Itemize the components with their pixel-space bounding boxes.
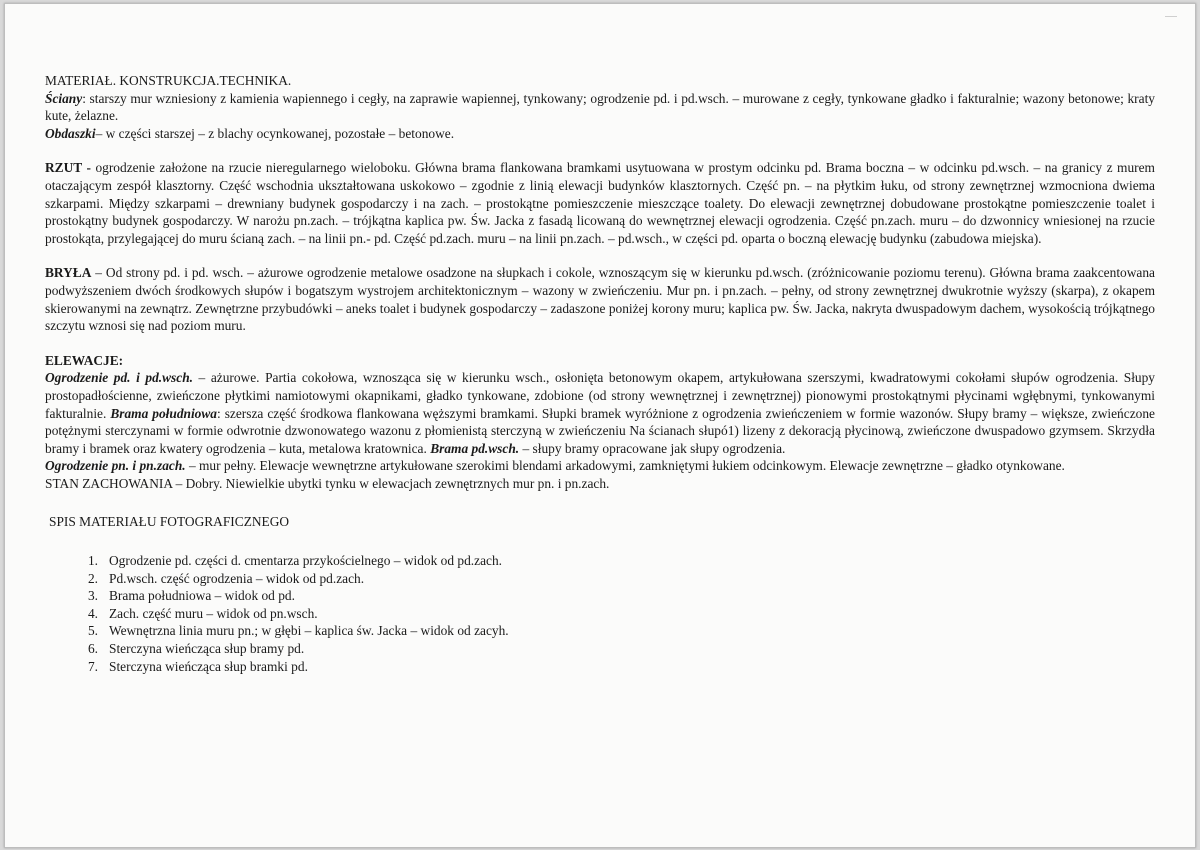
list-item (73, 640, 1183, 658)
fence-north-text: – mur pełny. Elewacje wewnętrzne artykułowane szerokimi blendami arkadowymi, zamkniętymi łukiem odcinkowym. Elewacje zewnętrzne – gładko otynkowane. (185, 458, 1065, 474)
plan-label: RZUT - (45, 160, 91, 176)
copings-text: – w części starszej – z blachy ocynkowanej, pozostałe – betonowe. (95, 125, 455, 141)
list-item-number: 7. (87, 658, 98, 674)
gate-southeast-label: Brama pd.wsch. (430, 440, 520, 456)
photo-list-title: SPIS MATERIAŁU FOTOGRAFICZNEGO (49, 514, 290, 530)
elevations-section-title: ELEWACJE: (45, 352, 124, 368)
list-item-number: 5. (87, 623, 98, 639)
list-item-text: Zach. część muru – widok od pn.wsch. (109, 605, 318, 621)
scan-edge-mark (1165, 16, 1177, 25)
list-item (73, 570, 1183, 588)
condition-paragraph: STAN ZACHOWANIA – Dobry. Niewielkie ubytki tynku w elewacjach zewnętrznych mur pn. i pn.zach. (45, 475, 610, 491)
walls-text: : starszy mur wzniesiony z kamienia wapiennego i cegły, na zaprawie wapiennej, tynkowany; ogrodzenie pd. i pd.wsch. – murowane z cegły, tynkowane gładko i fakturalnie; wazony betonowe; kraty kute, żelazne. (45, 90, 1155, 124)
list-item-text: Sterczyna wieńcząca słup bramki pd. (109, 658, 308, 674)
copings-paragraph (45, 125, 1155, 143)
gate-south-label: Brama południowa (110, 405, 217, 421)
list-item (73, 622, 1183, 640)
fence-south-text: – ażurowe. Partia cokołowa, wznosząca się w kierunku wsch., osłonięta betonowym okapem, artykułowana szerszymi, kwadratowymi cokołami słupów ogrodzenia. Słupy prostopadłościenne, zwieńczone płytkimi namiotowymi okapnikami, gładko tynkowane, zdobione (od strony wewnętrznej i zewnętrznej) pionowymi prostokątnymi płycinami wgłębnymi, tynkowanymi fakturalnie. (45, 370, 1155, 421)
document-body (45, 72, 1155, 675)
list-item-number: 2. (87, 570, 98, 586)
mass-text: – Od strony pd. i pd. wsch. – ażurowe ogrodzenie metalowe osadzone na słupkach i cokole, wznoszącym się w kierunku pd.wsch. (zróżnicowanie poziomu terenu). Główna brama zaakcentowana podwyższeniem dwóch środkowych słupów i bogatszym wystrojem architektonicznym – wazony w zwieńczeniu. Mur pn. i pn.zach. – pełny, od strony zewnętrznej dwukrotnie wyższy (skarpa), z okapem skierowanymi na zewnątrz. Zewnętrzne przybudówki – aneks toalet i budynek gospodarczy – zadaszone poniżej korony muru; kaplica pw. Św. Jacka, nakryta dwuspadowym dachem, wysokością trójkątnego szczytu wznosi się nad poziom muru. (45, 265, 1155, 334)
photo-list (73, 552, 1183, 675)
list-item-text: Brama południowa – widok od pd. (109, 588, 295, 604)
fence-north-paragraph (45, 457, 1155, 475)
fence-south-paragraph (45, 369, 1155, 457)
list-item-text: Wewnętrzna linia muru pn.; w głębi – kaplica św. Jacka – widok od zacyh. (109, 623, 509, 639)
list-item-text: Sterczyna wieńcząca słup bramy pd. (109, 641, 305, 657)
copings-label: Obdaszki (45, 125, 96, 141)
mass-label: BRYŁA (45, 265, 92, 281)
list-item-text: Ogrodzenie pd. części d. cmentarza przykościelnego – widok od pd.zach. (109, 553, 503, 569)
list-item (73, 605, 1183, 623)
list-item (73, 658, 1183, 676)
gate-southeast-text: – słupy bramy opracowane jak słupy ogrodzenia. (519, 440, 786, 456)
list-item (73, 552, 1183, 570)
walls-label: Ściany (45, 90, 83, 106)
list-item-number: 4. (87, 605, 98, 621)
fence-north-label: Ogrodzenie pn. i pn.zach. (45, 458, 186, 474)
list-item (73, 587, 1183, 605)
fence-south-label: Ogrodzenie pd. i pd.wsch. (45, 370, 193, 386)
list-item-text: Pd.wsch. część ogrodzenia – widok od pd.zach. (109, 570, 365, 586)
list-item-number: 6. (87, 641, 98, 657)
gate-south-text: : szersza część środkowa flankowana węższymi bramkami. Słupki bramek wyróżnione z ogrodzenia zwieńczeniem w formie wazonów. Słupy bramy – większe, zwieńczone potężnymi sterczynami w formie odwrotnie dzwonowatego wazonu z płomienistą sterczyną w zwieńczeniu Na ścianach słupó1) lizeny z dekoracją płycinową, zwieńczone dwuspadowo gzymsem. Skrzydła bramy i bramek oraz kwatery ogrodzenia – kuta, metalowa kratownica. (45, 405, 1155, 456)
material-section-title: MATERIAŁ. KONSTRUKCJA.TECHNIKA. (45, 73, 292, 88)
plan-paragraph (45, 159, 1155, 247)
document-page (4, 3, 1196, 848)
mass-paragraph (45, 264, 1155, 334)
list-item-number: 1. (87, 553, 98, 569)
walls-paragraph (45, 90, 1155, 125)
list-item-number: 3. (87, 588, 98, 604)
plan-text: ogrodzenie założone na rzucie nieregularnego wieloboku. Główna brama flankowana bramkami usytuowana w prostym odcinku pd. Brama boczna – w odcinku pd.wsch. – na granicy z murem otaczającym zespół klasztorny. Część wschodnia ukształtowana uskokowo – zgodnie z linią elewacji budynków klasztornych. Część pn. – na płytkim łuku, od strony zewnętrznej wzmocniona dwiema szkarpami. Między szkarpami – drewniany budynek gospodarczy i na zach. – prostokątne pomieszczenie mieszczące toalety. Do elewacji zewnętrznej dobudowane prostokątne pomieszczenie toalet i prostokątny budynek gospodarczy. W narożu pn.zach. – trójkątna kaplica pw. Św. Jacka z fasadą licowaną do wewnętrznej elewacji ogrodzenia. Część pn.zach. muru – do dzwonnicy wniesionej na rzucie prostokąta, przylegającej do muru ścianą zach. – na linii pn.- pd. Część pd.zach. muru – na linii pn.zach. – pd.wsch., w części pd. oparta o boczną elewację budynku (zabudowa miejska). (45, 160, 1155, 246)
